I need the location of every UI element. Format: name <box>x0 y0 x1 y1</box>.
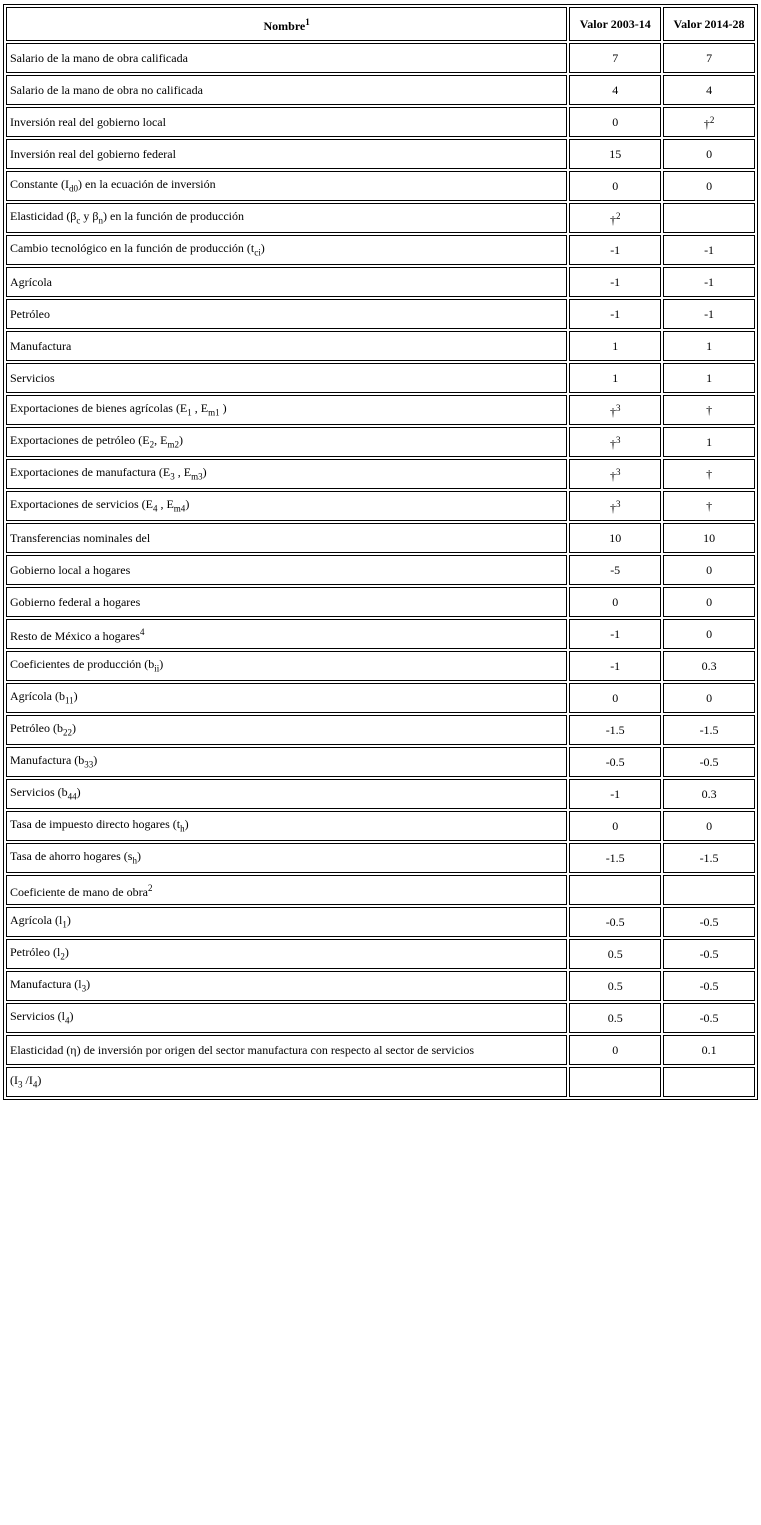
label-part: ) <box>219 400 227 415</box>
label-part: ii <box>154 663 160 674</box>
cell-value: † <box>706 467 713 481</box>
cell-value: -1 <box>610 275 621 289</box>
value-2014-28 <box>663 651 755 681</box>
table-row <box>6 107 755 137</box>
value-2014-28 <box>663 427 755 457</box>
value-2014-28 <box>663 747 755 777</box>
label-part: Agrícola (l <box>10 912 63 927</box>
table-row <box>6 715 755 745</box>
value-2003-14 <box>569 747 661 777</box>
label-part: Agrícola (b <box>10 688 65 703</box>
cell-value: -5 <box>610 563 621 577</box>
cell-value: -1 <box>610 659 621 673</box>
footnote-mark: 3 <box>615 403 621 413</box>
label-part: 3 <box>170 471 175 482</box>
cell-value: 7 <box>612 51 619 65</box>
value-2003-14 <box>569 267 661 297</box>
header-value-2003-14: Valor 2003-14 <box>569 7 661 41</box>
cell-value: -0.5 <box>605 915 625 929</box>
label-part: 3 <box>81 983 87 994</box>
label-part: ci <box>254 247 261 258</box>
label-part: ) <box>93 752 98 767</box>
value-2003-14 <box>569 523 661 553</box>
cell-value: 0.5 <box>607 947 623 961</box>
footnote-mark: 3 <box>615 435 621 445</box>
cell-value: -0.5 <box>699 1011 719 1025</box>
label-part: Tasa de impuesto directo hogares (t <box>10 816 181 831</box>
cell-value: 1 <box>706 435 713 449</box>
table-row <box>6 779 755 809</box>
value-2003-14 <box>569 235 661 265</box>
label-part: ) <box>86 976 91 991</box>
cell-value: 0 <box>706 179 713 193</box>
row-label <box>6 1035 567 1065</box>
cell-value: -0.5 <box>699 755 719 769</box>
cell-value: 0 <box>612 115 619 129</box>
label-part: m2 <box>167 439 179 450</box>
label-part: 44 <box>67 791 77 802</box>
table-row <box>6 427 755 457</box>
table-row <box>6 523 755 553</box>
value-2003-14 <box>569 43 661 73</box>
label-part: 2 <box>149 439 155 450</box>
row-label <box>6 299 567 329</box>
label-part: Servicios (l <box>10 1008 65 1023</box>
value-2014-28 <box>663 299 755 329</box>
label-part: 4 <box>65 1015 70 1026</box>
table-row <box>6 747 755 777</box>
cell-value: 1 <box>612 339 619 353</box>
cell-value: 1 <box>706 371 713 385</box>
label-part: ) <box>69 1008 74 1023</box>
row-label <box>6 715 567 745</box>
row-label <box>6 171 567 201</box>
label-part: Gobierno local a hogares <box>10 563 131 577</box>
label-part: Petróleo (l <box>10 944 61 959</box>
value-2003-14 <box>569 907 661 937</box>
value-2003-14 <box>569 203 661 233</box>
cell-value: 0.5 <box>607 979 623 993</box>
row-label <box>6 395 567 425</box>
value-2014-28 <box>663 459 755 489</box>
value-2003-14 <box>569 651 661 681</box>
row-label <box>6 779 567 809</box>
cell-value: † <box>706 499 713 513</box>
table-row <box>6 395 755 425</box>
value-2003-14 <box>569 331 661 361</box>
value-2014-28 <box>663 811 755 841</box>
label-part: Exportaciones de servicios (E <box>10 496 153 511</box>
label-part: Servicios <box>10 371 55 385</box>
value-2014-28 <box>663 619 755 649</box>
value-2014-28 <box>663 715 755 745</box>
label-part: 22 <box>63 727 72 738</box>
value-2014-28 <box>663 843 755 873</box>
header-row <box>6 7 755 41</box>
label-part: n <box>98 215 104 226</box>
label-part: ) <box>159 656 164 671</box>
table-row <box>6 939 755 969</box>
value-2003-14 <box>569 171 661 201</box>
row-label <box>6 971 567 1001</box>
row-label <box>6 1003 567 1033</box>
row-label <box>6 331 567 361</box>
label-part: ) en la función de producción <box>103 208 244 223</box>
value-2014-28 <box>663 107 755 137</box>
value-2014-28 <box>663 683 755 713</box>
value-2003-14 <box>569 971 661 1001</box>
cell-value: † <box>609 405 616 419</box>
label-part: 4 <box>139 627 145 637</box>
row-label <box>6 235 567 265</box>
table-row <box>6 171 755 201</box>
value-2014-28 <box>663 875 755 905</box>
row-label <box>6 427 567 457</box>
value-2003-14 <box>569 139 661 169</box>
cell-value: 10 <box>703 531 716 545</box>
cell-value: 15 <box>609 147 622 161</box>
label-part: 1 <box>62 919 67 930</box>
table-row <box>6 43 755 73</box>
table-row <box>6 491 755 521</box>
label-part: Gobierno federal a hogares <box>10 595 141 609</box>
label-part: Exportaciones de petróleo (E <box>10 432 150 447</box>
row-label <box>6 907 567 937</box>
label-part: 2 <box>60 951 65 962</box>
table-row <box>6 683 755 713</box>
row-label <box>6 619 567 649</box>
cell-value: -1 <box>704 307 715 321</box>
table-row <box>6 907 755 937</box>
cell-value: 4 <box>612 83 619 97</box>
cell-value: -1 <box>610 243 621 257</box>
row-label <box>6 747 567 777</box>
cell-value: † <box>703 117 710 131</box>
cell-value: † <box>609 437 616 451</box>
label-part: 1 <box>187 407 192 418</box>
table-row <box>6 203 755 233</box>
cell-value: 1 <box>612 371 619 385</box>
row-label <box>6 203 567 233</box>
row-label <box>6 811 567 841</box>
cell-value: -0.5 <box>699 915 719 929</box>
header-value-2014-28: Valor 2014-28 <box>663 7 755 41</box>
footnote-mark: 2 <box>615 211 621 221</box>
row-label <box>6 43 567 73</box>
row-label <box>6 267 567 297</box>
value-2003-14 <box>569 939 661 969</box>
table-row <box>6 459 755 489</box>
row-label <box>6 75 567 105</box>
row-label <box>6 459 567 489</box>
value-2014-28 <box>663 331 755 361</box>
table-row <box>6 267 755 297</box>
cell-value: † <box>609 469 616 483</box>
value-2003-14 <box>569 555 661 585</box>
row-label <box>6 939 567 969</box>
footnote-mark: 2 <box>709 115 715 125</box>
cell-value: -1 <box>610 787 621 801</box>
cell-value: 0.3 <box>701 787 717 801</box>
cell-value: 0 <box>612 819 619 833</box>
label-part: Inversión real del gobierno federal <box>10 147 176 161</box>
label-part: Salario de la mano de obra no calificada <box>10 83 203 97</box>
row-label <box>6 107 567 137</box>
label-part: 2 <box>147 883 153 893</box>
cell-value: 10 <box>609 531 622 545</box>
cell-value: -1.5 <box>605 723 625 737</box>
value-2003-14 <box>569 491 661 521</box>
row-label <box>6 139 567 169</box>
label-part: ) <box>185 496 190 511</box>
label-part: Coeficientes de producción (b <box>10 656 155 671</box>
label-part: h <box>132 855 137 866</box>
header-name: Nombre$^1$ <box>6 7 567 41</box>
value-2003-14 <box>569 587 661 617</box>
label-part: Servicios (b <box>10 784 68 799</box>
value-2003-14 <box>569 715 661 745</box>
label-part: Exportaciones de manufactura (E <box>10 464 171 479</box>
label-part: ) <box>202 464 207 479</box>
label-part: Petróleo <box>10 307 50 321</box>
label-part: Resto de México a hogares <box>10 629 140 643</box>
value-2014-28 <box>663 171 755 201</box>
table-row <box>6 555 755 585</box>
table-row <box>6 139 755 169</box>
value-2014-28 <box>663 587 755 617</box>
value-2014-28 <box>663 235 755 265</box>
label-part: Transferencias nominales del <box>10 531 151 545</box>
label-part: ) <box>178 432 183 447</box>
value-2014-28 <box>663 555 755 585</box>
label-part: ) <box>136 848 141 863</box>
label-part: ) <box>260 240 265 255</box>
label-part: , E <box>154 432 168 447</box>
cell-value: 0.1 <box>701 1043 717 1057</box>
label-part: ) en la ecuación de inversión <box>78 176 216 191</box>
row-label <box>6 651 567 681</box>
table-row <box>6 843 755 873</box>
cell-value: 0 <box>706 595 713 609</box>
label-part: Manufactura (l <box>10 976 82 991</box>
row-label <box>6 363 567 393</box>
value-2014-28 <box>663 523 755 553</box>
value-2003-14 <box>569 1003 661 1033</box>
label-part: Cambio tecnológico en la función de producción (t <box>10 240 255 255</box>
label-part: Inversión real del gobierno local <box>10 115 166 129</box>
cell-value: 0 <box>706 627 713 641</box>
value-2003-14 <box>569 875 661 905</box>
cell-value: 0 <box>612 1043 619 1057</box>
cell-value: † <box>609 213 616 227</box>
cell-value: 0 <box>612 179 619 193</box>
value-2003-14 <box>569 299 661 329</box>
cell-value: -1 <box>704 243 715 257</box>
cell-value: -1 <box>610 627 621 641</box>
cell-value: -1 <box>610 307 621 321</box>
row-label <box>6 523 567 553</box>
label-part: m4 <box>173 503 186 514</box>
value-2003-14 <box>569 843 661 873</box>
cell-value: -1 <box>704 275 715 289</box>
label-part: ) <box>64 944 69 959</box>
label-part: c <box>76 215 81 226</box>
cell-value: 7 <box>706 51 713 65</box>
row-label <box>6 875 567 905</box>
table-row <box>6 235 755 265</box>
label-part: Salario de la mano de obra calificada <box>10 51 188 65</box>
value-2003-14 <box>569 1035 661 1065</box>
value-2014-28 <box>663 43 755 73</box>
value-2003-14 <box>569 427 661 457</box>
label-part: , E <box>191 400 209 415</box>
table-row <box>6 619 755 649</box>
cell-value: -0.5 <box>699 979 719 993</box>
label-part: ) <box>72 720 76 735</box>
cell-value: -1.5 <box>699 851 719 865</box>
cell-value: † <box>706 403 713 417</box>
cell-value: -1.5 <box>699 723 719 737</box>
cell-value: 0 <box>612 595 619 609</box>
value-2014-28 <box>663 939 755 969</box>
table-row <box>6 1035 755 1065</box>
label-part: Elasticidad (η) de inversión por origen del sector manufactura con respecto al sector de servicios <box>10 1043 475 1057</box>
label-part: (I <box>10 1072 18 1087</box>
cell-value: 0.5 <box>607 1011 623 1025</box>
label-part: ) <box>37 1072 42 1087</box>
value-2003-14 <box>569 779 661 809</box>
row-label <box>6 491 567 521</box>
label-part: d0 <box>69 183 78 194</box>
label-part: , E <box>157 496 174 511</box>
label-part: Agrícola <box>10 275 52 289</box>
table-row <box>6 875 755 905</box>
label-part: 4 <box>32 1079 38 1090</box>
value-2003-14 <box>569 683 661 713</box>
cell-value: 0 <box>612 691 619 705</box>
row-label <box>6 1067 567 1097</box>
value-2014-28 <box>663 203 755 233</box>
label-part: m1 <box>208 407 220 418</box>
cell-value: 0 <box>706 691 713 705</box>
label-part: Petróleo (b <box>10 720 63 735</box>
row-label <box>6 555 567 585</box>
value-2014-28 <box>663 395 755 425</box>
value-2014-28 <box>663 491 755 521</box>
label-part: 3 <box>18 1079 23 1090</box>
row-label <box>6 843 567 873</box>
value-2003-14 <box>569 75 661 105</box>
value-2014-28 <box>663 907 755 937</box>
label-part: Manufactura <box>10 339 72 353</box>
value-2014-28 <box>663 1067 755 1097</box>
row-label <box>6 683 567 713</box>
value-2014-28 <box>663 139 755 169</box>
value-2014-28 <box>663 779 755 809</box>
footnote-mark: 3 <box>615 499 621 509</box>
label-part: h <box>180 823 185 834</box>
label-part: 33 <box>84 759 94 770</box>
table-row <box>6 1003 755 1033</box>
cell-value: † <box>609 501 616 515</box>
table-row <box>6 75 755 105</box>
label-part: 11 <box>64 695 74 706</box>
cell-value: 0 <box>706 819 713 833</box>
label-part: ) <box>73 688 78 703</box>
parameters-table <box>3 4 758 1100</box>
label-part: Coeficiente de mano de obra <box>10 885 148 899</box>
cell-value: -0.5 <box>605 755 625 769</box>
value-2014-28 <box>663 1003 755 1033</box>
label-part: m3 <box>191 471 203 482</box>
table-row <box>6 331 755 361</box>
footnote-mark: 3 <box>615 467 621 477</box>
cell-value: 1 <box>706 339 713 353</box>
value-2003-14 <box>569 395 661 425</box>
cell-value: -1.5 <box>605 851 625 865</box>
label-part: , E <box>174 464 192 479</box>
value-2003-14 <box>569 1067 661 1097</box>
table-row <box>6 811 755 841</box>
label-part: Elasticidad (β <box>10 208 77 223</box>
label-part: Manufactura (b <box>10 752 85 767</box>
label-part: /I <box>22 1072 33 1087</box>
label-part: ) <box>76 784 81 799</box>
table-row <box>6 299 755 329</box>
label-part: ) <box>184 816 189 831</box>
value-2014-28 <box>663 363 755 393</box>
value-2014-28 <box>663 75 755 105</box>
table-row <box>6 1067 755 1097</box>
cell-value: 0 <box>706 563 713 577</box>
row-label <box>6 587 567 617</box>
cell-value: 0.3 <box>701 659 717 673</box>
value-2003-14 <box>569 363 661 393</box>
value-2003-14 <box>569 107 661 137</box>
table-row <box>6 651 755 681</box>
value-2003-14 <box>569 459 661 489</box>
table-row <box>6 971 755 1001</box>
value-2003-14 <box>569 619 661 649</box>
label-part: 4 <box>152 503 158 514</box>
cell-value: -0.5 <box>699 947 719 961</box>
table-row <box>6 587 755 617</box>
label-part: Constante (I <box>10 176 69 191</box>
cell-value: 4 <box>706 83 713 97</box>
label-part: Tasa de ahorro hogares (s <box>10 848 133 863</box>
label-part: y β <box>80 208 99 223</box>
value-2014-28 <box>663 267 755 297</box>
label-part: ) <box>66 912 71 927</box>
value-2014-28 <box>663 1035 755 1065</box>
label-part: Exportaciones de bienes agrícolas (E <box>10 400 188 415</box>
cell-value: 0 <box>706 147 713 161</box>
value-2003-14 <box>569 811 661 841</box>
value-2014-28 <box>663 971 755 1001</box>
table-row <box>6 363 755 393</box>
